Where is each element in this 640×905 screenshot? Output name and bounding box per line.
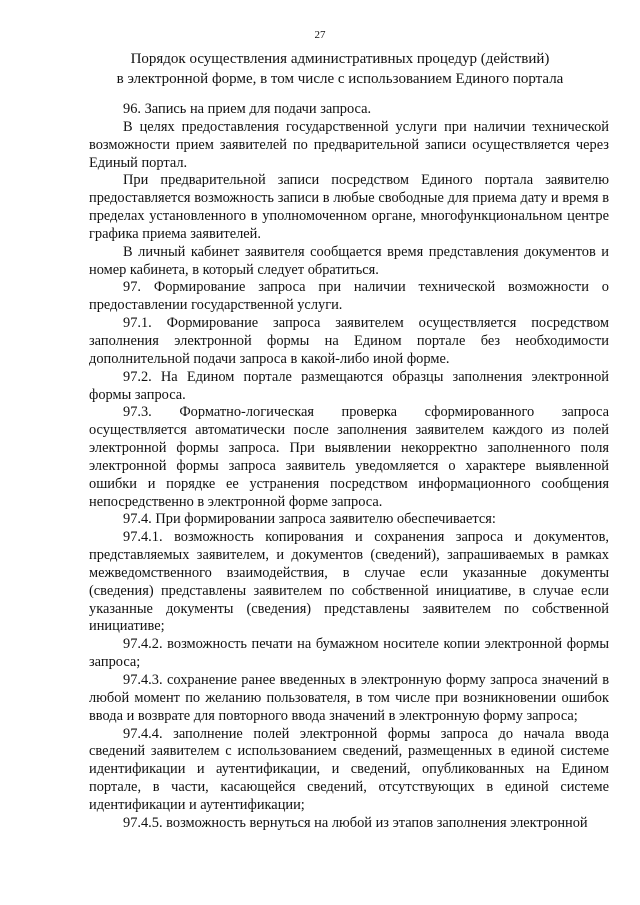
section-heading-line-2: в электронной форме, в том числе с использованием Единого портала xyxy=(116,70,564,87)
section-heading-line-1: Порядок осуществления административных процедур (действий) xyxy=(130,51,550,67)
paragraph-97-4-4: 97.4.4. заполнение полей электронной формы запроса до начала ввода сведений заявителем с использованием сведений, размещенных в единой системе идентификации и аутентификации, и сведений, опубликованных на Едином портале, в части, касающейся сведений, отсутствующих в единой системе идентификации и аутентификации; xyxy=(89,725,609,813)
paragraph-97-2: 97.2. На Едином портале размещаются образцы заполнения электронной формы запроса. xyxy=(89,368,609,403)
paragraph-97: 97. Формирование запроса при наличии технической возможности о предоставлении государственной услуги. xyxy=(89,279,609,314)
paragraph-96-preliminary: При предварительной записи посредством Единого портала заявителю предоставляется возможность записи в любые свободные для приема дату и время в пределах установленного в уполномоченном органе, многофункциональном центре графика приема заявителей. xyxy=(89,172,609,242)
paragraph-97-4-5: 97.4.5. возможность вернуться на любой из этапов заполнения электронной xyxy=(123,814,588,831)
paragraph-96-cabinet: В личный кабинет заявителя сообщается время представления документов и номер кабинета, в который следует обратиться. xyxy=(89,243,609,278)
paragraph-97-1: 97.1. Формирование запроса заявителем осуществляется посредством заполнения электронной формы на Едином портале без необходимости дополнительной подачи запроса в какой-либо иной форме. xyxy=(89,315,609,367)
document-body xyxy=(89,101,609,833)
paragraph-97-4-1: 97.4.1. возможность копирования и сохранения запроса и документов, представляемых заявителем, и документов (сведений), запрашиваемых в рамках межведомственного взаимодействия, в случае если указанные документы (сведения) представлены заявителем по собственной инициативе, в случае если указанные документы (сведения) представлены заявителем по собственной инициативе; xyxy=(89,529,609,635)
section-heading xyxy=(60,50,620,89)
page-number: 27 xyxy=(314,29,326,41)
paragraph-97-3: 97.3. Форматно-логическая проверка сформированного запроса осуществляется автоматически после заполнения заявителем каждого из полей электронной формы запроса. При выявлении некорректно заполненного поля электронной формы запроса заявитель уведомляется о характере выявленной ошибки и порядке ее устранения посредством информационного сообщения непосредственно в электронной форме запроса. xyxy=(89,404,609,510)
paragraph-97-4: 97.4. При формировании запроса заявителю обеспечивается: xyxy=(123,511,496,528)
paragraph-96: 96. Запись на прием для подачи запроса. xyxy=(123,101,372,117)
paragraph-97-4-2: 97.4.2. возможность печати на бумажном носителе копии электронной формы запроса; xyxy=(89,636,609,671)
paragraph-96-intro: В целях предоставления государственной услуги при наличии технической возможности прием заявителей по предварительной записи осуществляется через Единый портал. xyxy=(89,118,609,171)
paragraph-97-4-3: 97.4.3. сохранение ранее введенных в электронную форму запроса значений в любой момент по желанию пользователя, в том числе при возникновении ошибок ввода и возврате для повторного ввода значений в электронную форму запроса; xyxy=(89,672,609,724)
